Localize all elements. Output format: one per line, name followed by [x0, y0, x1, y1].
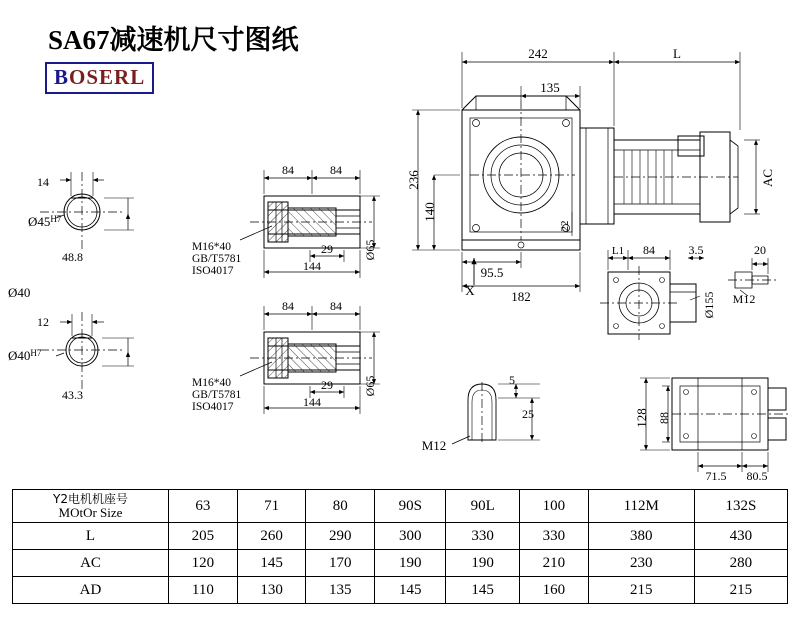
table-cell: 145 — [375, 577, 446, 604]
label-dim-242: 242 — [528, 46, 548, 61]
label-bolt-a-1: M16*40 — [192, 241, 231, 253]
label-dim-43-3: 43.3 — [62, 388, 83, 402]
label-dim-88: 88 — [657, 412, 671, 424]
label-bolt-b-1: M16*40 — [192, 377, 231, 389]
table-header-label-cn: Y2电机机座号 — [53, 492, 128, 506]
brand-logo: BOSERL — [45, 62, 154, 94]
label-bolt-a-2: GB/T5781 — [192, 253, 242, 265]
label-dim-20: 20 — [754, 243, 766, 257]
label-dim-80-5: 80.5 — [746, 469, 768, 483]
label-dia-40: Ø40 — [8, 285, 31, 300]
table-row-label: AD — [13, 577, 169, 604]
label-dim-236: 236 — [406, 170, 421, 190]
table-header-row — [13, 490, 788, 523]
label-dia-45: $Ø45^{H7}$ — [28, 214, 62, 229]
label-dim-M12-right: M12 — [732, 292, 756, 306]
table-cell: 300 — [375, 523, 446, 550]
label-dim-144-b: 144 — [303, 395, 321, 409]
table-cell: 190 — [375, 550, 446, 577]
page-title: SA67减速机尺寸图纸 — [48, 25, 299, 55]
flange-detail-view — [600, 250, 704, 340]
table-col-head: 90L — [446, 490, 520, 523]
table-cell: 430 — [694, 523, 787, 550]
label-dim-135: 135 — [540, 80, 560, 95]
label-dim-29-a: 29 — [321, 242, 333, 256]
table-row — [13, 577, 788, 604]
table-cell: 380 — [588, 523, 694, 550]
label-dia-65-b: Ø65 — [363, 375, 377, 397]
label-dim-22: 22 — [559, 220, 571, 232]
table-cell: 280 — [694, 550, 787, 577]
table-body — [13, 490, 788, 604]
table-col-head: 112M — [588, 490, 694, 523]
label-dia-40h7: $Ø40^{H7}$ — [8, 348, 42, 363]
table-row — [13, 550, 788, 577]
label-dim-AC: AC — [760, 168, 775, 188]
label-dim-12: 12 — [37, 315, 49, 329]
label-dim-84-b2: 84 — [330, 299, 342, 313]
label-dim-L1: L1 — [611, 245, 625, 257]
label-dim-X: X — [465, 283, 475, 298]
label-bolt-b-3: ISO4017 — [192, 401, 234, 413]
label-bolt-b-2: GB/T5781 — [192, 389, 242, 401]
label-dim-3-5: 3.5 — [688, 243, 704, 257]
bolt-detail-view — [728, 258, 776, 296]
table-cell: 205 — [169, 523, 238, 550]
table-cell: 145 — [237, 550, 306, 577]
table-cell: 210 — [519, 550, 588, 577]
label-dim-84-b1: 84 — [282, 299, 294, 313]
table-cell: 330 — [446, 523, 520, 550]
table-header-label-en: MOtOr Size — [58, 505, 123, 520]
shaft-40-view — [40, 312, 134, 390]
label-dim-L: L — [673, 46, 681, 61]
table-col-head: 63 — [169, 490, 238, 523]
base-plan-view — [640, 378, 790, 472]
table-cell: 170 — [306, 550, 375, 577]
table-col-head: 90S — [375, 490, 446, 523]
label-dim-14: 14 — [37, 175, 49, 189]
label-dim-71-5: 71.5 — [705, 469, 727, 483]
table-cell: 330 — [519, 523, 588, 550]
label-dim-144-a: 144 — [303, 259, 321, 273]
label-dim-140: 140 — [422, 202, 437, 222]
table-col-head: 100 — [519, 490, 588, 523]
main-gearbox-assembly — [412, 52, 760, 292]
shaft-45-view — [40, 172, 134, 252]
table-cell: 110 — [169, 577, 238, 604]
label-dim-84-detail: 84 — [643, 243, 655, 257]
table-cell: 135 — [306, 577, 375, 604]
label-dia-155: Ø155 — [702, 291, 716, 319]
label-dim-128: 128 — [634, 408, 649, 428]
label-dim-48-8: 48.8 — [62, 250, 83, 264]
label-bolt-a-3: ISO4017 — [192, 265, 234, 277]
table-cell: 215 — [694, 577, 787, 604]
table-row — [13, 523, 788, 550]
label-dia-65-a: Ø65 — [363, 239, 377, 261]
label-dim-84-a1: 84 — [282, 163, 294, 177]
table-cell: 145 — [446, 577, 520, 604]
table-cell: 130 — [237, 577, 306, 604]
table-row-label: AC — [13, 550, 169, 577]
table-col-head: 71 — [237, 490, 306, 523]
table-cell: 190 — [446, 550, 520, 577]
table-col-head: 132S — [694, 490, 787, 523]
table-cell: 215 — [588, 577, 694, 604]
label-dim-182: 182 — [511, 289, 531, 304]
table-cell: 290 — [306, 523, 375, 550]
label-dim-5: 5 — [509, 373, 515, 387]
label-dim-M12-bottom: M12 — [421, 438, 447, 453]
label-dim-84-a2: 84 — [330, 163, 342, 177]
table-cell: 260 — [237, 523, 306, 550]
table-row-label: L — [13, 523, 169, 550]
table-col-head: 80 — [306, 490, 375, 523]
label-dim-95-5: 95.5 — [480, 265, 504, 280]
label-dim-25: 25 — [522, 407, 534, 421]
table-cell: 120 — [169, 550, 238, 577]
table-cell: 230 — [588, 550, 694, 577]
label-dim-29-b: 29 — [321, 378, 333, 392]
table-header-label — [13, 490, 169, 523]
table-cell: 160 — [519, 577, 588, 604]
motor-dimension-table — [12, 489, 788, 604]
